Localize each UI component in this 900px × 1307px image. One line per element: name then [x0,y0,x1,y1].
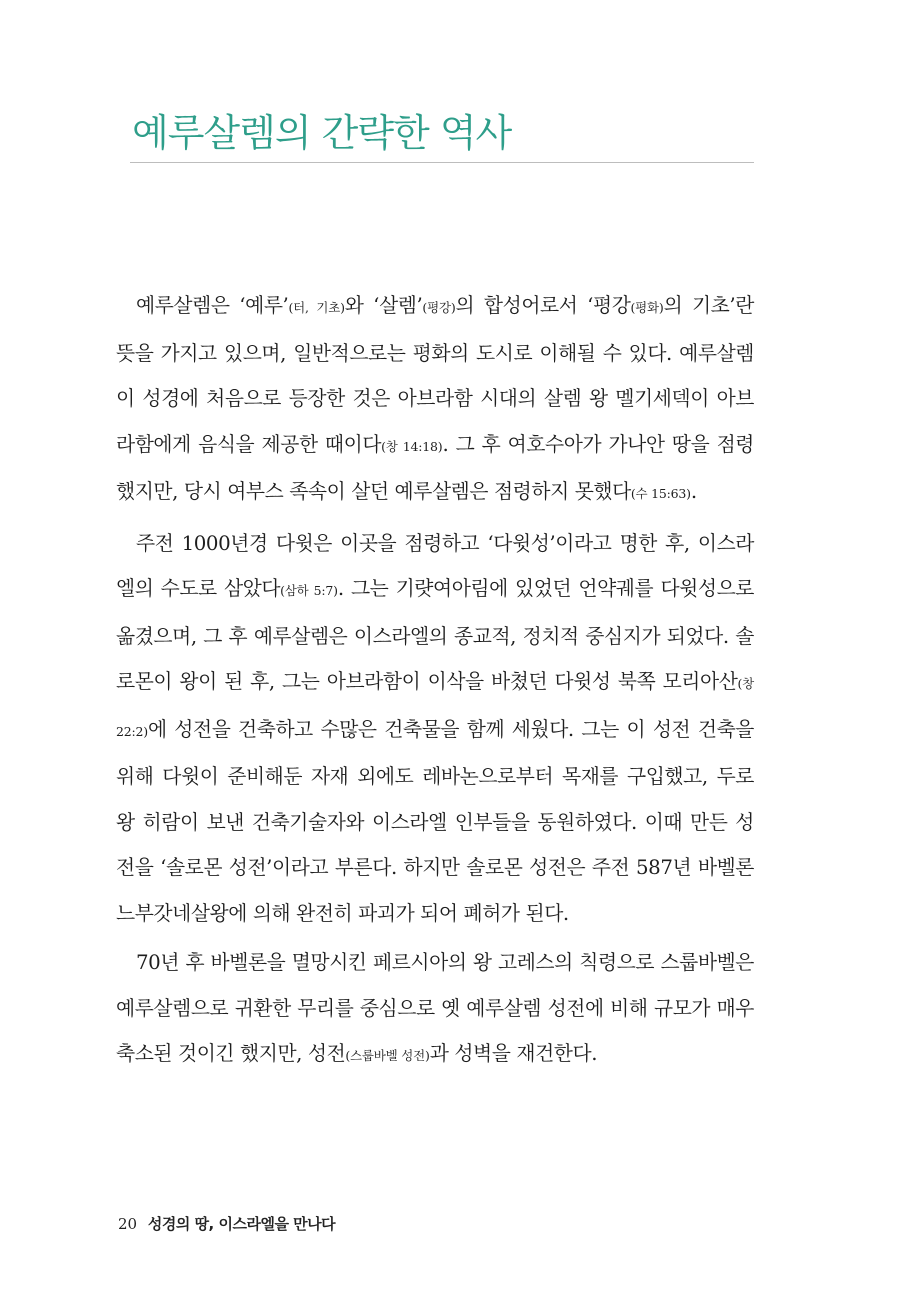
annotation: (터, 기초) [288,300,345,315]
paragraph-3 [116,940,754,1079]
text-run: 와 ‘살렘’ [344,294,423,317]
paragraph-2 [116,521,754,937]
bible-reference: (삼하 5:7) [280,583,338,598]
text-run: 에 성전을 건축하고 수많은 건축물을 함께 세웠다. 그는 이 성전 건축을 위해 다윗이 준비해둔 자재 외에도 레바논으로부터 목재를 구입했고, 두로 왕 히람이 보낸 건축기술자와 이스라엘 인부들을 동원하였다. 이때 만든 성전을 ‘솔로몬 성전’이라고 부른다. 하지만 솔로몬 성전은 주전 587년 바벨론 느부갓네살왕에 의해 완전히 파괴가 되어 폐허가 된다. [116,717,754,925]
text-run: 70년 후 바벨론을 멸망시킨 페르시아의 왕 고레스의 칙령으로 스룹바벨은 예루살렘으로 귀환한 무리를 중심으로 옛 예루살렘 성전에 비해 규모가 매우 축소된 것이긴 했지만, 성전 [116,951,754,1065]
bible-reference: (창 14:18) [381,438,443,454]
text-run: 의 기초’란 뜻을 가지고 있으며, 일반적으로는 평화의 도시로 이해될 수 있다. 예루살렘이 성경에 처음으로 등장한 것은 아브라함 시대의 살렘 왕 멜기세덱이 아브라함에게 음식을 제공한 때이다 [116,294,754,456]
bible-reference: (수 15:63) [630,486,691,501]
text-run: 예루살렘은 ‘예루’ [136,294,289,317]
annotation: (스룹바벨 성전) [345,1048,430,1063]
annotation: (평강) [422,300,456,315]
text-run: 주전 1000년경 다윗은 이곳을 점령하고 ‘다윗성’이라고 명한 후, 이스라엘의 수도로 삼았다 [116,531,754,600]
paragraph-1 [116,283,754,517]
title-divider [130,162,754,163]
text-run: . [690,480,697,503]
body-text [116,283,754,1083]
text-run: 과 성벽을 재건한다. [429,1042,598,1065]
text-run: . 그는 기럇여아림에 있었던 언약궤를 다윗성으로 옮겼으며, 그 후 예루살렘은 이스라엘의 종교적, 정치적 중심지가 되었다. 솔로몬이 왕이 된 후, 그는 아브라함이 이삭을 바쳤던 다윗성 북쪽 모리아산 [116,577,754,693]
book-title: 성경의 땅, 이스라엘을 만나다 [147,1215,336,1233]
page-footer [118,1213,335,1234]
text-run: 의 합성어로서 ‘평강 [455,294,631,317]
section-title: 예루살렘의 간략한 역사 [132,111,512,155]
bible-reference: (창 22:2) [116,676,754,739]
annotation: (평화) [630,300,664,315]
text-run: . 그 후 여호수아가 가나안 땅을 점령했지만, 당시 여부스 족속이 살던 예루살렘은 점령하지 못했다 [116,432,754,503]
page-number: 20 [118,1215,138,1233]
